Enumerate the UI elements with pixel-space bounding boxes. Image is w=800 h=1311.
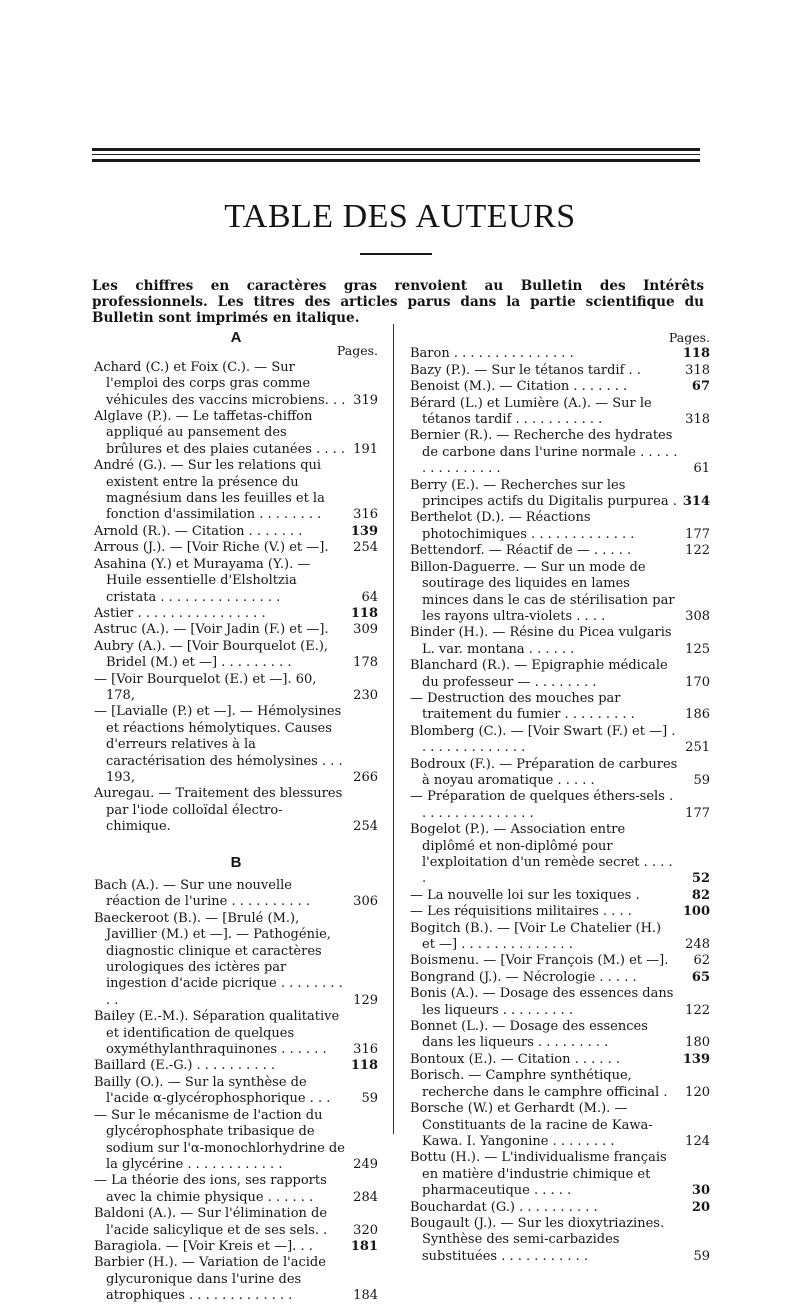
entry-page-number: 316 xyxy=(353,507,378,523)
index-entry xyxy=(410,543,710,559)
entry-page-number: 59 xyxy=(693,772,710,788)
entry-text: Bonis (A.). — Dosage des essences dans les liqueurs . . . . . . . . . xyxy=(410,986,674,1018)
entry-text: Berthelot (D.). — Réactions photochimiques . . . . . . . . . . . . . xyxy=(410,510,635,542)
entry-text: Bettendorf. — Réactif de — . . . . . xyxy=(410,543,632,559)
entry-text: — Destruction des mouches par traitement du fumier . . . . . . . . . xyxy=(410,690,635,723)
entry-page-number: 65 xyxy=(691,969,710,985)
entry-page-number: 230 xyxy=(353,687,378,703)
index-entry xyxy=(410,1150,710,1199)
entry-page-number: 170 xyxy=(685,674,710,690)
index-entry xyxy=(94,704,378,786)
entry-page-number: 64 xyxy=(361,589,378,605)
index-entry xyxy=(410,1200,710,1216)
entry-text: André (G.). — Sur les relations qui existent entre la présence du magnésium dans les feuilles et la fonction d'assimilation . . . . . . . . xyxy=(94,458,325,523)
entry-page-number: 318 xyxy=(685,412,710,428)
entry-page-number: 251 xyxy=(685,740,710,756)
index-entry xyxy=(410,904,710,920)
entry-text: Blomberg (C.). — [Voir Swart (F.) et —] . . . . . . . . . . . . . . xyxy=(410,723,676,756)
entry-text: Bongrand (J.). — Nécrologie . . . . . xyxy=(410,969,637,985)
entry-page-number: 125 xyxy=(685,641,710,657)
entry-text: Boismenu. — [Voir François (M.) et —]. xyxy=(410,953,669,969)
index-entry xyxy=(410,1019,710,1052)
index-entry xyxy=(94,1075,378,1108)
entry-list-b xyxy=(94,878,378,1305)
entry-page-number: 316 xyxy=(353,1042,378,1058)
entry-page-number: 52 xyxy=(691,871,710,887)
entry-text: Benoist (M.). — Citation . . . . . . . xyxy=(410,379,628,395)
entry-text: Baillard (E.-G.) . . . . . . . . . . xyxy=(94,1058,276,1074)
index-entry xyxy=(94,1058,378,1074)
index-entry xyxy=(410,789,710,822)
index-entry xyxy=(410,921,710,954)
index-entry xyxy=(94,557,378,606)
title-underline xyxy=(360,253,432,255)
entry-text: Billon-Daguerre. — Sur un mode de soutirage des liquides en lames minces dans le cas de stérilisation par les rayons ultra-violets . . . . xyxy=(410,559,675,624)
index-entry xyxy=(410,1052,710,1068)
entry-text: Baragiola. — [Voir Kreis et —]. . . xyxy=(94,1238,313,1254)
index-entry xyxy=(94,1255,378,1304)
index-entry xyxy=(410,822,710,888)
entry-text: Barbier (H.). — Variation de l'acide glycuronique dans l'urine des atrophiques . . . . . . . . . . . . . xyxy=(94,1255,326,1304)
entry-page-number: 118 xyxy=(682,346,710,362)
entry-text: Bougault (J.). — Sur les dioxytriazines. Synthèse des semi-carbazides substituées . . . . . . . . . . . xyxy=(410,1215,665,1264)
index-entry xyxy=(94,622,378,638)
entry-text: — La nouvelle loi sur les toxiques . xyxy=(410,887,640,903)
entry-text: Asahina (Y.) et Murayama (Y.). — Huile essentielle d'Elsholtzia cristata . . . . . . . . . . . . . . . xyxy=(94,556,311,605)
index-entry xyxy=(410,510,710,543)
index-entry xyxy=(410,1068,710,1101)
index-entry xyxy=(410,560,710,626)
index-entry xyxy=(94,458,378,524)
entry-text: Bailey (E.-M.). Séparation qualitative et identification de quelques oxyméthylanthraquinones . . . . . . xyxy=(94,1009,340,1058)
entry-page-number: 139 xyxy=(682,1051,710,1067)
entry-text: — La théorie des ions, ses rapports avec la chimie physique . . . . . . xyxy=(94,1173,327,1205)
entry-page-number: 180 xyxy=(685,1035,710,1051)
entry-page-number: 284 xyxy=(353,1189,378,1205)
entry-page-number: 177 xyxy=(685,805,710,821)
entry-list-a xyxy=(94,360,378,836)
entry-text: Borisch. — Camphre synthétique, recherche dans le camphre officinal . xyxy=(410,1068,668,1100)
index-entry xyxy=(410,691,710,724)
entry-page-number: 318 xyxy=(685,362,710,378)
entry-text: Bottu (H.). — L'individualisme français en matière d'industrie chimique et pharmaceutique . . . . . xyxy=(410,1150,667,1199)
entry-text: Achard (C.) et Foix (C.). — Sur l'emploi des corps gras comme véhicules des vaccins microbiens. . . xyxy=(94,359,346,408)
index-entry xyxy=(410,1101,710,1150)
index-entry xyxy=(94,606,378,622)
index-entry xyxy=(410,1216,710,1265)
section-letter-b: B xyxy=(230,853,242,871)
entry-text: — Préparation de quelques éthers-sels . . . . . . . . . . . . . . . xyxy=(410,789,674,821)
page-title: TABLE DES AUTEURS xyxy=(224,198,576,235)
entry-page-number: 314 xyxy=(682,494,710,510)
entry-page-number: 62 xyxy=(693,953,710,969)
entry-page-number: 184 xyxy=(353,1288,378,1304)
entry-page-number: 118 xyxy=(350,1058,378,1074)
entry-page-number: 120 xyxy=(685,1084,710,1100)
entry-text: Bonnet (L.). — Dosage des essences dans les liqueurs . . . . . . . . . xyxy=(410,1019,648,1051)
entry-page-number: 254 xyxy=(353,819,378,835)
index-entry xyxy=(94,878,378,911)
entry-text: Baldoni (A.). — Sur l'élimination de l'acide salicylique et de ses sels. . xyxy=(94,1206,328,1238)
entry-text: Bogitch (B.). — [Voir Le Chatelier (H.) et —] . . . . . . . . . . . . . . xyxy=(410,920,662,953)
index-entry xyxy=(410,478,710,511)
entry-page-number: 122 xyxy=(685,1002,710,1018)
entry-text: Astruc (A.). — [Voir Jadin (F.) et —]. xyxy=(94,622,329,638)
entry-page-number: 181 xyxy=(350,1238,378,1254)
entry-text: Alglave (P.). — Le taffetas-chiffon appliqué au pansement des brûlures et des plaies cutanées . . . . xyxy=(94,409,346,457)
entry-text: Bailly (O.). — Sur la synthèse de l'acide α-glycérophosphorique . . . xyxy=(94,1074,331,1107)
entry-page-number: 30 xyxy=(691,1183,710,1199)
index-entry xyxy=(410,396,710,429)
entry-page-number: 129 xyxy=(353,992,378,1008)
entry-text: Bazy (P.). — Sur le tétanos tardif . . xyxy=(410,362,641,378)
index-entry xyxy=(410,428,710,477)
entry-page-number: 124 xyxy=(685,1133,710,1149)
column-divider xyxy=(393,324,394,1134)
pages-header-right: Pages. xyxy=(668,330,710,345)
index-entry xyxy=(94,911,378,1009)
index-entry xyxy=(410,757,710,790)
entry-text: Arrous (J.). — [Voir Riche (V.) et —]. xyxy=(94,540,329,556)
entry-page-number: 61 xyxy=(693,461,710,477)
index-entry xyxy=(410,953,710,969)
entry-text: Baeckeroot (B.). — [Brulé (M.), Javillier (M.) et —]. — Pathogénie, diagnostic clinique et caractères urologiques des ictères par ingestion d'acide picrique . . . . . . . . . . xyxy=(94,910,343,1008)
index-entry xyxy=(94,540,378,556)
entry-page-number: 320 xyxy=(353,1222,378,1238)
index-entry xyxy=(94,524,378,540)
entry-text: Baron . . . . . . . . . . . . . . . xyxy=(410,346,574,362)
entry-text: Bernier (R.). — Recherche des hydrates de carbone dans l'urine normale . . . . . . . . . . . . . . . xyxy=(410,428,678,477)
entry-text: — [Voir Bourquelot (E.) et —]. 60, 178, xyxy=(94,671,317,703)
entry-page-number: 177 xyxy=(685,526,710,542)
entry-page-number: 122 xyxy=(685,543,710,559)
entry-text: Bouchardat (G.) . . . . . . . . . . xyxy=(410,1199,598,1215)
entry-page-number: 139 xyxy=(350,523,378,539)
entry-page-number: 82 xyxy=(691,887,710,903)
index-entry xyxy=(410,363,710,379)
entry-text: Auregau. — Traitement des blessures par l'iode colloïdal électro-chimique. xyxy=(94,786,343,835)
entry-text: Bach (A.). — Sur une nouvelle réaction de l'urine . . . . . . . . . . xyxy=(94,878,310,910)
entry-text: Berry (E.). — Recherches sur les principes actifs du Digitalis purpurea . xyxy=(410,477,677,510)
entry-page-number: 59 xyxy=(693,1248,710,1264)
index-entry xyxy=(94,1239,378,1255)
index-entry xyxy=(94,1108,378,1174)
entry-text: Binder (H.). — Résine du Picea vulgaris L. var. montana . . . . . . xyxy=(410,625,672,657)
index-entry xyxy=(410,658,710,691)
entry-page-number: 308 xyxy=(685,608,710,624)
index-entry xyxy=(94,1009,378,1058)
index-entry xyxy=(94,672,378,705)
entry-page-number: 20 xyxy=(691,1199,710,1215)
index-entry xyxy=(410,888,710,904)
right-column xyxy=(410,330,710,1265)
entry-text: Bontoux (E.). — Citation . . . . . . xyxy=(410,1051,621,1067)
entry-list-right xyxy=(410,346,710,1265)
pages-header-left: Pages. xyxy=(336,343,378,359)
intro-paragraph: Les chiffres en caractères gras renvoient au Bulletin des Intérêts professionnels. Les titres des articles parus dans la partie scientifique du Bulletin sont imprimés en italique. xyxy=(92,278,704,326)
entry-text: — Sur le mécanisme de l'action du glycérophosphate tribasique de sodium sur l'α-monochlorhydrine de la glycérine . . . . . . . . . . . . xyxy=(94,1107,345,1172)
index-entry xyxy=(94,360,378,409)
index-entry xyxy=(410,970,710,986)
entry-page-number: 178 xyxy=(353,655,378,671)
entry-text: — [Lavialle (P.) et —]. — Hémolysines et réactions hémolytiques. Causes d'erreurs relatives à la caractérisation des hémolysines . . . 193, xyxy=(94,704,343,785)
entry-page-number: 309 xyxy=(353,622,378,638)
entry-text: Bérard (L.) et Lumière (A.). — Sur le tétanos tardif . . . . . . . . . . . xyxy=(410,395,652,428)
index-entry xyxy=(94,409,378,458)
entry-text: Aubry (A.). — [Voir Bourquelot (E.), Bridel (M.) et —] . . . . . . . . . xyxy=(94,638,329,671)
entry-page-number: 100 xyxy=(682,904,710,920)
top-rule-thick xyxy=(92,148,700,151)
entry-page-number: 118 xyxy=(350,605,378,621)
entry-text: Bodroux (F.). — Préparation de carbures à noyau aromatique . . . . . xyxy=(410,756,678,788)
index-entry xyxy=(410,346,710,362)
entry-page-number: 319 xyxy=(353,392,378,408)
entry-text: — Les réquisitions militaires . . . . xyxy=(410,904,632,920)
index-entry xyxy=(94,1173,378,1206)
entry-page-number: 254 xyxy=(353,540,378,556)
entry-text: Astier . . . . . . . . . . . . . . . . xyxy=(94,605,266,621)
entry-text: Bogelot (P.). — Association entre diplômé et non-diplômé pour l'exploitation d'un remède secret . . . . . xyxy=(410,822,673,887)
entry-page-number: 59 xyxy=(361,1091,378,1107)
entry-text: Arnold (R.). — Citation . . . . . . . xyxy=(94,523,303,539)
entry-page-number: 186 xyxy=(685,707,710,723)
entry-page-number: 248 xyxy=(685,937,710,953)
top-rule-thin xyxy=(92,154,700,155)
index-entry xyxy=(410,986,710,1019)
entry-page-number: 306 xyxy=(353,894,378,910)
left-column xyxy=(94,330,378,1305)
entry-page-number: 249 xyxy=(353,1156,378,1172)
index-entry xyxy=(410,379,710,395)
section-letter-a: A xyxy=(230,329,242,346)
entry-page-number: 191 xyxy=(353,441,378,457)
index-entry xyxy=(410,625,710,658)
entry-text: Borsche (W.) et Gerhardt (M.). — Constituants de la racine de Kawa-Kawa. I. Yangonine . . . . . . . . xyxy=(410,1101,653,1149)
top-rule-thick-lower xyxy=(92,159,700,162)
entry-page-number: 266 xyxy=(353,769,378,785)
index-entry xyxy=(94,639,378,672)
index-entry xyxy=(410,724,710,757)
index-entry xyxy=(94,1206,378,1239)
entry-text: Blanchard (R.). — Epigraphie médicale du professeur — . . . . . . . . xyxy=(410,658,668,690)
index-entry xyxy=(94,786,378,835)
entry-page-number: 67 xyxy=(691,379,710,395)
